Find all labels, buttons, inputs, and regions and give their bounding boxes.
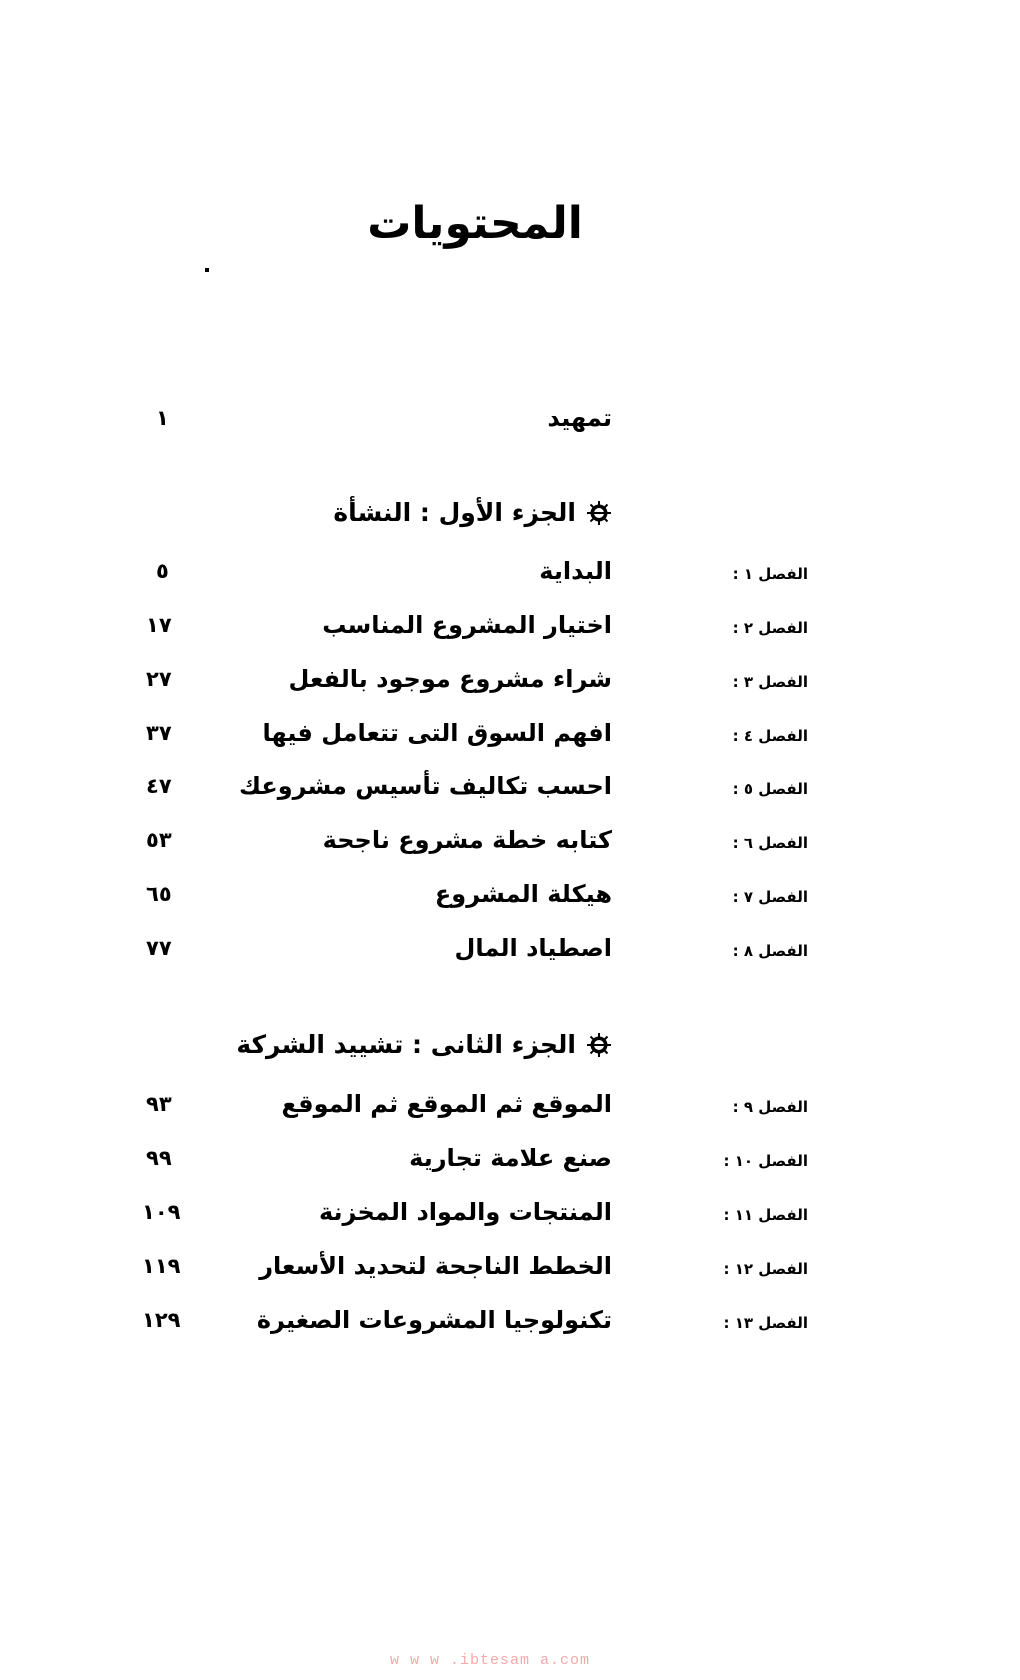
toc-row[interactable] (0, 557, 950, 597)
chapter-label: الفصل ٨ : (732, 942, 808, 960)
chapter-title: صنع علامة تجارية (409, 1144, 612, 1172)
chapter-title: احسب تكاليف تأسيس مشروعك (238, 772, 612, 800)
chapter-label: الفصل ٤ : (732, 727, 808, 745)
chapter-label: الفصل ١١ : (723, 1206, 808, 1224)
page-number: ٦٥ (146, 882, 172, 906)
toc-row[interactable] (0, 719, 950, 759)
part-title: الجزء الأول : النشأة (333, 498, 576, 527)
chapter-title: الخطط الناجحة لتحديد الأسعار (259, 1252, 612, 1280)
chapter-title: هيكلة المشروع (434, 880, 612, 908)
toc-row[interactable] (0, 665, 950, 705)
page-number: ٥ (156, 559, 169, 583)
chapter-title: تكنولوجيا المشروعات الصغيرة (256, 1306, 612, 1334)
toc-row[interactable] (0, 1144, 950, 1184)
toc-row[interactable] (0, 611, 950, 651)
chapter-label: الفصل ٦ : (732, 834, 808, 852)
page-number: ١٧ (146, 613, 172, 637)
page-number: ٥٣ (146, 828, 172, 852)
chapter-title: افهم السوق التى تتعامل فيها (262, 719, 612, 747)
page-number: ٩٣ (146, 1092, 172, 1116)
chapter-title: البداية (539, 557, 612, 585)
toc-row[interactable] (0, 1198, 950, 1238)
page-number: ٢٧ (146, 667, 172, 691)
intro-title: تمهيد (547, 404, 612, 432)
chapter-title: اختيار المشروع المناسب (322, 611, 612, 639)
watermark: w w w .ibtesam a.com (389, 1652, 591, 1669)
chapter-label: الفصل ٥ : (732, 780, 808, 798)
toc-row[interactable] (0, 934, 950, 974)
page-number: ١٠٩ (142, 1200, 181, 1224)
page-number: ١١٩ (142, 1254, 181, 1278)
chapter-title: كتابه خطة مشروع ناجحة (322, 826, 612, 854)
page-number: ٩٩ (146, 1146, 172, 1170)
page-number: ٤٧ (146, 774, 172, 798)
chapter-label: الفصل ١٣ : (723, 1314, 808, 1332)
page-number: ٣٧ (146, 721, 172, 745)
toc-row[interactable] (0, 1252, 950, 1292)
chapter-title: شراء مشروع موجود بالفعل (288, 665, 612, 693)
part-heading-2[interactable] (0, 1030, 950, 1070)
page-number: ٧٧ (146, 936, 172, 960)
chapter-label: الفصل ١ : (732, 565, 808, 583)
chapter-title: اصطياد المال (454, 934, 612, 962)
chapter-label: الفصل ١٢ : (723, 1260, 808, 1278)
chapter-label: الفصل ٧ : (732, 888, 808, 906)
page-number: ١٢٩ (142, 1308, 181, 1332)
sunburst-ornament-icon (586, 1032, 612, 1058)
scan-speck (205, 268, 209, 272)
toc-row[interactable] (0, 1306, 950, 1346)
sunburst-ornament-icon (586, 500, 612, 526)
page-number: ١ (156, 406, 169, 430)
chapter-title: المنتجات والمواد المخزنة (318, 1198, 612, 1226)
chapter-title: الموقع ثم الموقع ثم الموقع (281, 1090, 612, 1118)
chapter-label: الفصل ٩ : (732, 1098, 808, 1116)
toc-row[interactable] (0, 826, 950, 866)
page-title: المحتويات (367, 198, 583, 249)
toc-row-intro[interactable] (0, 404, 950, 444)
chapter-label: الفصل ٢ : (732, 619, 808, 637)
toc-row[interactable] (0, 880, 950, 920)
part-title: الجزء الثانى : تشييد الشركة (236, 1030, 576, 1059)
part-heading-1[interactable] (0, 498, 950, 538)
chapter-label: الفصل ٣ : (732, 673, 808, 691)
chapter-label: الفصل ١٠ : (723, 1152, 808, 1170)
toc-row[interactable] (0, 1090, 950, 1130)
toc-row[interactable] (0, 772, 950, 812)
